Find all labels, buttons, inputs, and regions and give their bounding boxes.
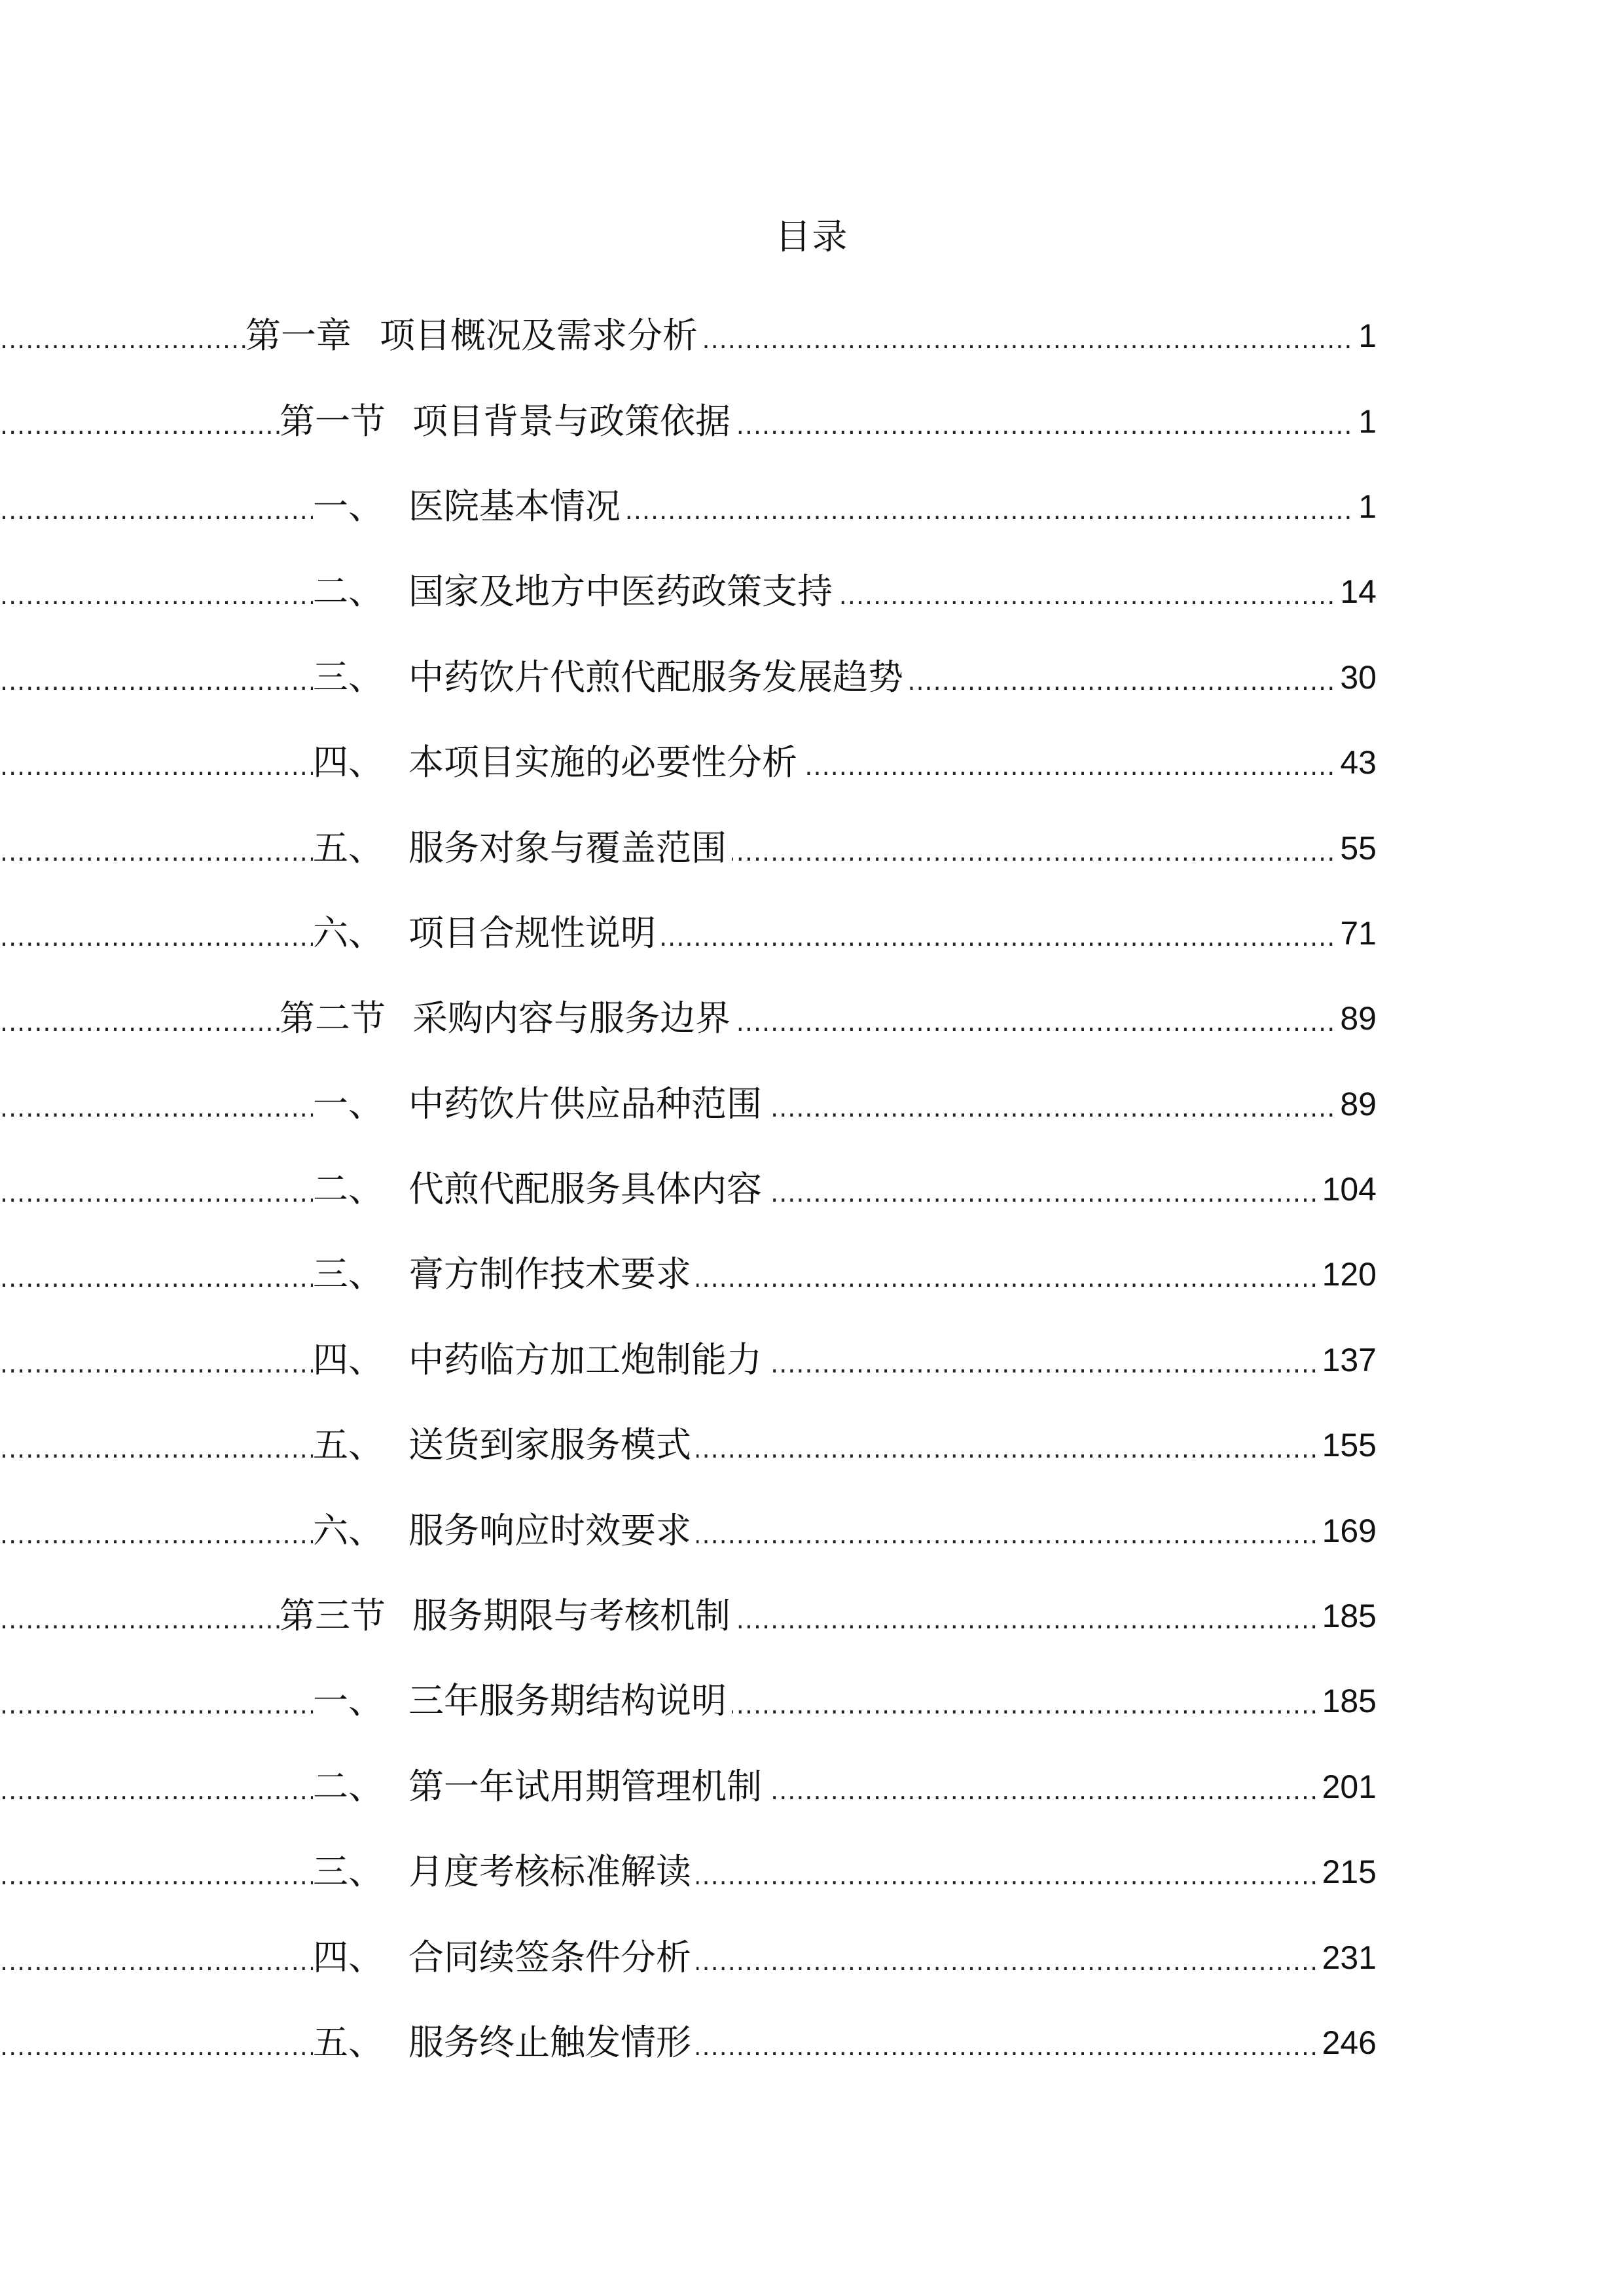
toc-entry-item[interactable]	[0, 2000, 1624, 2085]
toc-entry-page: 185	[1317, 1573, 1377, 1659]
toc-entry-item[interactable]	[0, 720, 1624, 805]
toc-entry-number: 三、	[313, 1851, 384, 1893]
toc-entry-page: 155	[1317, 1403, 1377, 1488]
toc-entry-page: 55	[1335, 805, 1377, 890]
toc-entry-item[interactable]	[0, 635, 1624, 720]
toc-entry-label: 送货到家服务模式	[408, 1424, 691, 1466]
toc-entry-number: 二、	[313, 571, 384, 613]
toc-entry-label: 本项目实施的必要性分析	[408, 742, 797, 783]
toc-entry-page: 1	[1353, 293, 1377, 378]
toc-entry-page: 43	[1335, 720, 1377, 805]
toc-entry-label: 服务响应时效要求	[408, 1509, 691, 1551]
toc-entry-label: 服务期限与考核机制	[412, 1595, 731, 1637]
toc-entry-label: 三年服务期结构说明	[408, 1680, 727, 1722]
toc-entry-number: 五、	[313, 827, 384, 869]
toc-entry-label: 项目背景与政策依据	[412, 400, 731, 442]
toc-entry-label: 中药饮片代煎代配服务发展趋势	[408, 656, 903, 698]
toc-entry-number: 一、	[313, 485, 384, 527]
toc-entry-number: 一、	[313, 1083, 384, 1124]
toc-entry-label: 采购内容与服务边界	[412, 997, 731, 1039]
toc-entry-label: 中药饮片供应品种范围	[408, 1083, 762, 1124]
toc-entry-item[interactable]	[0, 1659, 1624, 1744]
toc-entry-number: 四、	[313, 742, 384, 783]
toc-entry-page: 231	[1317, 1914, 1377, 2000]
toc-entry-page: 89	[1335, 1062, 1377, 1147]
toc-entry-item[interactable]	[0, 891, 1624, 976]
toc-entry-section[interactable]	[0, 1573, 1624, 1659]
toc-entry-label: 代煎代配服务具体内容	[408, 1168, 762, 1210]
toc-entry-page: 89	[1335, 976, 1377, 1061]
toc-entry-number: 第二节	[280, 997, 386, 1039]
toc-entry-item[interactable]	[0, 805, 1624, 890]
toc-entry-number: 第一章	[245, 315, 352, 357]
toc-entry-page: 30	[1335, 635, 1377, 720]
toc-entry-label: 国家及地方中医药政策支持	[408, 571, 833, 613]
toc-entry-number: 三、	[313, 1253, 384, 1295]
toc-entry-page: 14	[1335, 549, 1377, 634]
toc-entry-label: 月度考核标准解读	[408, 1851, 691, 1893]
toc-entry-page: 1	[1353, 464, 1377, 549]
toc-entry-number: 三、	[313, 656, 384, 698]
toc-entry-label: 项目概况及需求分析	[380, 315, 698, 357]
toc-entry-page: 201	[1317, 1744, 1377, 1829]
toc-entry-page: 1	[1353, 378, 1377, 463]
toc-entry-page: 71	[1335, 891, 1377, 976]
toc-entry-page: 120	[1317, 1232, 1377, 1317]
toc-entry-item[interactable]	[0, 1232, 1624, 1317]
toc-list	[0, 293, 1624, 2085]
toc-entry-item[interactable]	[0, 1744, 1624, 1829]
toc-title: 目录	[775, 216, 849, 257]
toc-entry-item[interactable]	[0, 549, 1624, 634]
dot-leader	[0, 891, 1374, 976]
toc-entry-page: 137	[1317, 1318, 1377, 1403]
toc-entry-label: 中药临方加工炮制能力	[408, 1338, 762, 1380]
toc-entry-label: 合同续签条件分析	[408, 1936, 691, 1978]
toc-entry-label: 服务对象与覆盖范围	[408, 827, 727, 869]
toc-entry-page: 185	[1317, 1659, 1377, 1744]
toc-entry-number: 一、	[313, 1680, 384, 1722]
dot-leader	[0, 464, 1374, 549]
toc-entry-section[interactable]	[0, 976, 1624, 1061]
toc-entry-page: 246	[1317, 2000, 1377, 2085]
toc-entry-item[interactable]	[0, 1403, 1624, 1488]
toc-entry-page: 169	[1317, 1488, 1377, 1573]
toc-entry-number: 四、	[313, 1338, 384, 1380]
toc-entry-page: 104	[1317, 1147, 1377, 1232]
toc-entry-number: 二、	[313, 1168, 384, 1210]
toc-entry-item[interactable]	[0, 1062, 1624, 1147]
toc-entry-label: 膏方制作技术要求	[408, 1253, 691, 1295]
toc-entry-page: 215	[1317, 1829, 1377, 1914]
toc-entry-section[interactable]	[0, 378, 1624, 463]
toc-entry-item[interactable]	[0, 1488, 1624, 1573]
toc-entry-number: 五、	[313, 2022, 384, 2063]
toc-entry-item[interactable]	[0, 1318, 1624, 1403]
toc-entry-item[interactable]	[0, 1147, 1624, 1232]
toc-entry-number: 五、	[313, 1424, 384, 1466]
toc-entry-label: 服务终止触发情形	[408, 2022, 691, 2063]
toc-entry-number: 六、	[313, 912, 384, 954]
toc-entry-item[interactable]	[0, 1829, 1624, 1914]
toc-entry-label: 医院基本情况	[408, 485, 621, 527]
toc-entry-number: 第三节	[280, 1595, 386, 1637]
toc-entry-item[interactable]	[0, 1914, 1624, 2000]
toc-entry-number: 二、	[313, 1765, 384, 1807]
toc-entry-label: 第一年试用期管理机制	[408, 1765, 762, 1807]
toc-entry-chapter[interactable]	[0, 293, 1624, 378]
toc-entry-item[interactable]	[0, 464, 1624, 549]
toc-entry-label: 项目合规性说明	[408, 912, 656, 954]
toc-entry-number: 四、	[313, 1936, 384, 1978]
toc-entry-number: 第一节	[280, 400, 386, 442]
toc-entry-number: 六、	[313, 1509, 384, 1551]
